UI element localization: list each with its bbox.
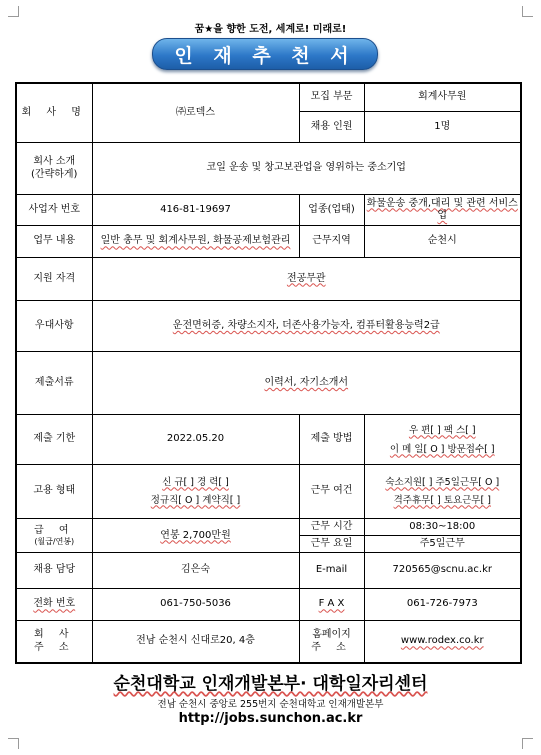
work-condition-line2: 격주휴무[ ] 토요근무[ ] <box>393 494 491 506</box>
work-time-value: 08:30~18:00 <box>364 519 521 536</box>
company-intro-label-main: 회사 소개 <box>33 156 76 168</box>
page-corner-mark <box>522 6 533 17</box>
company-intro-value: 코일 운송 및 창고보관업을 영위하는 중소기업 <box>92 143 521 194</box>
method-label: 제출 방법 <box>299 415 364 464</box>
documents-value: 이력서, 자기소개서 <box>92 352 521 415</box>
homepage-value: www.rodex.co.kr <box>364 621 521 663</box>
work-condition-line1: 숙소지원[ ] 주5일근무[ O ] <box>385 476 500 488</box>
address-label-line2: 주 소 <box>34 641 75 653</box>
slogan: 꿈★을 향한 도전, 세계로! 미래로! <box>194 24 347 35</box>
qualification-label: 지원 자격 <box>16 257 92 300</box>
salary-value: 연봉 2,700만원 <box>92 519 299 553</box>
industry-label: 업종(업태) <box>299 194 364 226</box>
company-intro-label <box>16 143 92 194</box>
homepage-label <box>299 621 364 663</box>
recruit-count-label: 채용 인원 <box>299 111 364 143</box>
employment-type-line1: 신 규[ ] 경 력[ ] <box>162 476 229 488</box>
manager-value: 김은숙 <box>92 553 299 589</box>
address-label-line1: 회 사 <box>34 629 75 641</box>
company-intro-label-sub: (간략하게) <box>31 168 78 180</box>
duty-value: 일반 총무 및 회계사무원, 화물공제보험관리 <box>92 226 299 258</box>
employment-type-options <box>92 464 299 519</box>
footer-address: 전남 순천시 중앙로 255번지 순천대학교 인재개발본부 <box>157 699 384 710</box>
work-days-value: 주5일근무 <box>364 536 521 553</box>
qualification-value: 전공무관 <box>92 257 521 300</box>
business-no-label: 사업자 번호 <box>16 194 92 226</box>
recommendation-form-table <box>15 82 522 664</box>
deadline-label: 제출 기한 <box>16 415 92 464</box>
deadline-value: 2022.05.20 <box>92 415 299 464</box>
page-corner-mark <box>522 738 533 749</box>
preference-value: 운전면허증, 차량소지자, 더존사용가능자, 컴퓨터활용능력2급 <box>92 300 521 351</box>
recruit-count-value: 1명 <box>364 111 521 143</box>
email-value: 720565@scnu.ac.kr <box>364 553 521 589</box>
employment-type-label: 고용 형태 <box>16 464 92 519</box>
employment-type-line2: 정규직[ O ] 계약직[ ] <box>150 494 241 506</box>
location-value: 순천시 <box>364 226 521 258</box>
location-label: 근무지역 <box>299 226 364 258</box>
industry-value: 화물운송 중개,대리 및 관련 서비스업 <box>364 194 521 226</box>
salary-label-main: 급 여 <box>34 524 75 536</box>
documents-label: 제출서류 <box>16 352 92 415</box>
recruit-dept-label: 모집 부문 <box>299 83 364 111</box>
work-days-label: 근무 요일 <box>299 536 364 553</box>
duty-label: 업무 내용 <box>16 226 92 258</box>
address-value: 전남 순천시 신대로20, 4층 <box>92 621 299 663</box>
salary-label-sub: (월급/연봉) <box>34 537 75 547</box>
method-options-line1: 우 편[ ] 팩 스[ ] <box>408 424 476 436</box>
phone-value: 061-750-5036 <box>92 588 299 621</box>
method-options <box>364 415 521 464</box>
footer-url-link[interactable]: http://jobs.sunchon.ac.kr <box>178 711 363 726</box>
salary-label <box>16 519 92 553</box>
method-options-line2: 이 메 일[ O ] 방문접수[ ] <box>389 443 495 455</box>
company-name-label: 회 사 명 <box>16 83 92 143</box>
business-no-value: 416-81-19697 <box>92 194 299 226</box>
company-name-value: ㈜로덱스 <box>92 83 299 143</box>
address-label <box>16 621 92 663</box>
work-condition-label: 근무 여건 <box>299 464 364 519</box>
phone-label: 전화 번호 <box>16 588 92 621</box>
homepage-label-line1: 홈페이지 <box>312 629 351 641</box>
preference-label: 우대사항 <box>16 300 92 351</box>
homepage-label-line2: 주 소 <box>311 641 352 653</box>
email-label: E-mail <box>299 553 364 589</box>
footer-org-name: 순천대학교 인재개발본부· 대학일자리센터 <box>113 674 428 694</box>
manager-label: 채용 담당 <box>16 553 92 589</box>
fax-label: F A X <box>299 588 364 621</box>
fax-value: 061-726-7973 <box>364 588 521 621</box>
recruit-dept-value: 회계사무원 <box>364 83 521 111</box>
work-condition-options <box>364 464 521 519</box>
page-corner-mark <box>8 6 19 17</box>
form-title-banner: 인 재 추 천 서 <box>152 38 378 70</box>
page-corner-mark <box>8 738 19 749</box>
work-time-label: 근무 시간 <box>299 519 364 536</box>
